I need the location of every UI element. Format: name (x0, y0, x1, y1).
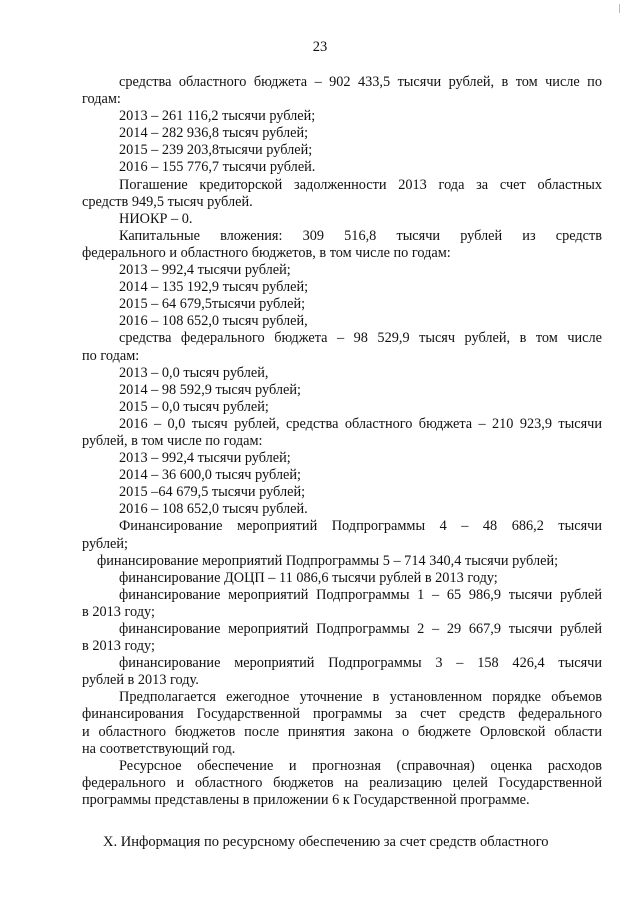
section-heading: X. Информация по ресурсному обеспечению за счет средств областного (103, 834, 549, 850)
list-item: 2015 – 64 679,5тысячи рублей; (119, 296, 306, 313)
page-number: 23 (312, 39, 328, 55)
document-body (82, 74, 602, 809)
text-line: финансирование ДОЦП – 11 086,6 тысячи рублей в 2013 году; (119, 569, 498, 586)
list-item: 2015 –64 679,5 тысячи рублей; (119, 484, 306, 501)
text-line: НИОКР – 0. (119, 210, 193, 227)
text-line: по годам: (82, 347, 140, 364)
list-item: 2013 – 0,0 тысяч рублей, (119, 364, 269, 381)
list-item: 2014 – 98 592,9 тысяч рублей; (119, 381, 301, 398)
list-item: 2016 – 108 652,0 тысяч рублей. (119, 501, 308, 518)
text-line: программы представлены в приложении 6 к Государственной программе. (82, 791, 530, 808)
list-item: 2013 – 992,4 тысячи рублей; (119, 450, 291, 467)
text-line: финансирование мероприятий Подпрограммы 5 – 714 340,4 тысячи рублей; (97, 552, 559, 569)
list-item: 2014 – 282 936,8 тысяч рублей; (119, 125, 309, 142)
text-line: годам: (82, 91, 121, 108)
list-item: 2013 – 992,4 тысячи рублей; (119, 262, 291, 279)
text-line: федерального и областного бюджетов, в том числе по годам: (82, 244, 451, 261)
list-item: 2015 – 239 203,8тысячи рублей; (119, 142, 313, 159)
list-item: 2016 – 108 652,0 тысяч рублей, (119, 313, 308, 330)
text-line: средства федерального бюджета – 98 529,9 тысяч рублей, в том числе (119, 330, 602, 347)
list-item: 2014 – 36 600,0 тысяч рублей; (119, 467, 301, 484)
text-line: 2016 – 0,0 тысяч рублей, средства областного бюджета – 210 923,9 тысячи (119, 415, 602, 432)
text-line: в 2013 году; (82, 638, 155, 655)
text-line: Предполагается ежегодное уточнение в установленном порядке объемов (119, 689, 602, 706)
text-line: на соответствующий год. (82, 740, 236, 757)
text-line: финансирование мероприятий Подпрограммы 1 – 65 986,9 тысячи рублей (119, 586, 602, 603)
text-line: Капитальные вложения: 309 516,8 тысячи рублей из средств (119, 227, 602, 244)
text-line: Погашение кредиторской задолженности 2013 года за счет областных (119, 176, 602, 193)
text-line: в 2013 году; (82, 603, 155, 620)
text-line: федерального и областного бюджетов на реализацию целей Государственной (82, 774, 602, 791)
text-line: рублей, в том числе по годам: (82, 432, 263, 449)
text-line: средства областного бюджета – 902 433,5 тысячи рублей, в том числе по (119, 74, 602, 90)
list-item: 2014 – 135 192,9 тысяч рублей; (119, 279, 309, 296)
text-line: Ресурсное обеспечение и прогнозная (справочная) оценка расходов (119, 757, 602, 774)
text-line: финансирования Государственной программы за счет средств федерального (82, 706, 602, 723)
text-line: и областного бюджетов после принятия закона о бюджете Орловской области (82, 723, 602, 740)
text-line: рублей; (82, 535, 128, 552)
text-line: средств 949,5 тысяч рублей. (82, 193, 253, 210)
text-line: Финансирование мероприятий Подпрограммы 4 – 48 686,2 тысячи (119, 518, 602, 535)
text-line: финансирование мероприятий Подпрограммы 2 – 29 667,9 тысячи рублей (119, 621, 602, 637)
scan-mark (619, 4, 623, 13)
list-item: 2015 – 0,0 тысяч рублей; (119, 398, 269, 415)
text-line: рублей в 2013 году. (82, 672, 199, 689)
text-line: финансирование мероприятий Подпрограммы 3 – 158 426,4 тысячи (119, 655, 602, 672)
list-item: 2013 – 261 116,2 тысячи рублей; (119, 108, 316, 125)
list-item: 2016 – 155 776,7 тысячи рублей. (119, 159, 316, 176)
